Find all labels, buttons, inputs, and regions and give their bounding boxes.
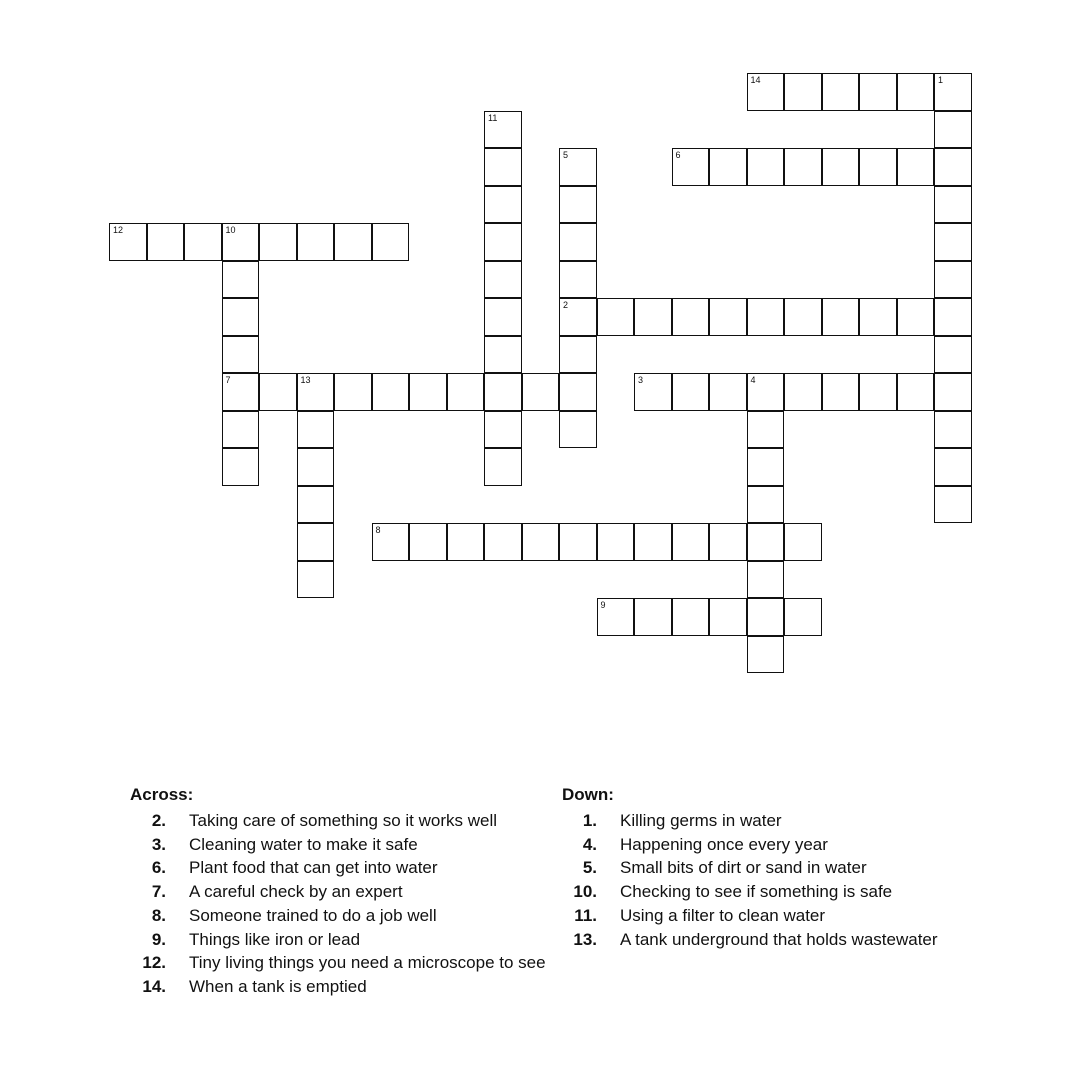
across-clue[interactable] [130, 951, 570, 975]
grid-cell[interactable] [522, 373, 560, 411]
grid-cell[interactable] [484, 223, 522, 261]
grid-cell[interactable] [297, 411, 335, 449]
grid-cell[interactable] [747, 73, 785, 111]
clue-text: Things like iron or lead [189, 929, 361, 949]
clue-label-number: 11. [574, 905, 597, 925]
grid-cell[interactable] [484, 186, 522, 224]
clue-number: 14 [750, 75, 761, 85]
clue-label-number: 2. [151, 811, 166, 830]
grid-cell[interactable] [934, 148, 972, 186]
grid-cell[interactable] [559, 186, 597, 224]
grid-cell[interactable] [859, 298, 897, 336]
grid-cell[interactable] [297, 561, 335, 599]
grid-cell[interactable] [747, 486, 785, 524]
clue-label-number: 10. [573, 882, 597, 902]
clue-label-number: 9. [151, 929, 166, 949]
grid-cell[interactable] [109, 223, 147, 261]
clue-text: Tiny living things you need a microscope to see [189, 953, 546, 973]
grid-cell[interactable] [897, 73, 935, 111]
clue-number: 10 [225, 225, 236, 235]
grid-cell[interactable] [297, 448, 335, 486]
down-heading: Down: [562, 785, 614, 804]
grid-cell[interactable] [447, 523, 485, 561]
down-clue[interactable] [562, 833, 1022, 857]
grid-cell[interactable] [934, 448, 972, 486]
clue-label-number: 5. [582, 858, 597, 878]
grid-cell[interactable] [484, 373, 522, 411]
across-clue[interactable] [130, 856, 570, 880]
grid-cell[interactable] [559, 411, 597, 449]
grid-cell[interactable] [934, 261, 972, 299]
grid-cell[interactable] [822, 148, 860, 186]
grid-cell[interactable] [672, 148, 710, 186]
down-clue[interactable] [562, 809, 1022, 833]
clue-text: Plant food that can get into water [189, 858, 438, 878]
across-clue[interactable] [130, 833, 570, 857]
grid-cell[interactable] [559, 261, 597, 299]
clue-text: Happening once every year [620, 834, 828, 854]
grid-cell[interactable] [672, 598, 710, 636]
grid-cell[interactable] [222, 448, 260, 486]
across-clues [130, 784, 570, 999]
clue-number: 7 [225, 375, 231, 385]
grid-cell[interactable] [897, 298, 935, 336]
grid-cell[interactable] [559, 336, 597, 374]
grid-cell[interactable] [334, 373, 372, 411]
grid-cell[interactable] [559, 373, 597, 411]
down-clue[interactable] [562, 904, 1022, 928]
clue-text: Taking care of something so it works well [189, 811, 498, 830]
grid-cell[interactable] [334, 223, 372, 261]
grid-cell[interactable] [747, 523, 785, 561]
grid-cell[interactable] [484, 336, 522, 374]
grid-cell[interactable] [484, 148, 522, 186]
clue-number: 2 [563, 300, 569, 310]
grid-cell[interactable] [822, 73, 860, 111]
grid-cell[interactable] [297, 223, 335, 261]
grid-cell[interactable] [747, 448, 785, 486]
down-clue[interactable] [562, 928, 1022, 952]
grid-cell[interactable] [747, 636, 785, 674]
grid-cell[interactable] [747, 598, 785, 636]
clue-text: Killing germs in water [620, 811, 782, 830]
across-clue[interactable] [130, 928, 570, 952]
grid-cell[interactable] [484, 411, 522, 449]
grid-cell[interactable] [634, 298, 672, 336]
grid-cell[interactable] [297, 523, 335, 561]
grid-cell[interactable] [372, 523, 410, 561]
clue-text: When a tank is emptied [189, 976, 367, 996]
grid-cell[interactable] [484, 261, 522, 299]
grid-cell[interactable] [822, 298, 860, 336]
grid-cell[interactable] [184, 223, 222, 261]
grid-cell[interactable] [709, 373, 747, 411]
clue-label-number: 6. [151, 858, 166, 878]
clue-text: Small bits of dirt or sand in water [620, 858, 867, 878]
clue-label-number: 7. [151, 882, 166, 902]
grid-cell[interactable] [784, 598, 822, 636]
clue-label-number: 3. [151, 834, 166, 854]
grid-cell[interactable] [597, 298, 635, 336]
clue-label-number: 14. [142, 976, 166, 996]
grid-cell[interactable] [934, 411, 972, 449]
grid-cell[interactable] [259, 373, 297, 411]
clue-number: 5 [563, 150, 569, 160]
grid-cell[interactable] [934, 373, 972, 411]
grid-cell[interactable] [897, 148, 935, 186]
grid-cell[interactable] [859, 73, 897, 111]
clue-text: A careful check by an expert [189, 882, 403, 902]
grid-cell[interactable] [522, 523, 560, 561]
grid-cell[interactable] [784, 523, 822, 561]
down-clue[interactable] [562, 880, 1022, 904]
grid-cell[interactable] [934, 186, 972, 224]
clue-label-number: 8. [151, 905, 166, 925]
clue-number: 9 [600, 600, 606, 610]
grid-cell[interactable] [784, 373, 822, 411]
grid-cell[interactable] [634, 598, 672, 636]
grid-cell[interactable] [484, 448, 522, 486]
down-clue-list [562, 809, 1022, 951]
clue-label-number: 12. [142, 953, 166, 973]
clue-text: Cleaning water to make it safe [189, 834, 418, 854]
across-clue[interactable] [130, 809, 570, 833]
grid-cell[interactable] [222, 261, 260, 299]
down-clues [562, 784, 1022, 951]
clue-text: Using a filter to clean water [620, 905, 826, 925]
grid-cell[interactable] [297, 373, 335, 411]
grid-cell[interactable] [409, 373, 447, 411]
grid-cell[interactable] [934, 336, 972, 374]
grid-cell[interactable] [409, 523, 447, 561]
clue-number: 6 [675, 150, 681, 160]
grid-cell[interactable] [934, 298, 972, 336]
grid-cell[interactable] [934, 73, 972, 111]
grid-cell[interactable] [559, 223, 597, 261]
clue-label-number: 1. [582, 811, 597, 830]
grid-cell[interactable] [372, 373, 410, 411]
clue-text: A tank underground that holds wastewater [620, 929, 938, 949]
grid-cell[interactable] [747, 373, 785, 411]
grid-cell[interactable] [709, 148, 747, 186]
grid-cell[interactable] [934, 486, 972, 524]
clue-label-number: 4. [582, 834, 597, 854]
grid-cell[interactable] [747, 148, 785, 186]
grid-cell[interactable] [597, 598, 635, 636]
down-clue[interactable] [562, 856, 1022, 880]
grid-cell[interactable] [747, 298, 785, 336]
grid-cell[interactable] [559, 148, 597, 186]
grid-cell[interactable] [484, 111, 522, 149]
grid-cell[interactable] [672, 373, 710, 411]
grid-cell[interactable] [859, 373, 897, 411]
across-clue[interactable] [130, 880, 570, 904]
grid-cell[interactable] [897, 373, 935, 411]
grid-cell[interactable] [784, 298, 822, 336]
across-clue[interactable] [130, 904, 570, 928]
grid-cell[interactable] [222, 373, 260, 411]
grid-cell[interactable] [222, 223, 260, 261]
grid-cell[interactable] [634, 523, 672, 561]
clue-number: 12 [113, 225, 124, 235]
clue-text: Checking to see if something is safe [620, 882, 893, 902]
grid-cell[interactable] [784, 148, 822, 186]
grid-cell[interactable] [447, 373, 485, 411]
clue-number: 4 [750, 375, 756, 385]
grid-cell[interactable] [822, 373, 860, 411]
across-heading: Across: [130, 785, 194, 804]
grid-cell[interactable] [484, 298, 522, 336]
clue-number: 3 [638, 375, 644, 385]
clue-text: Someone trained to do a job well [189, 905, 437, 925]
clue-number: 13 [300, 375, 311, 385]
grid-cell[interactable] [372, 223, 410, 261]
grid-cell[interactable] [222, 411, 260, 449]
grid-cell[interactable] [934, 111, 972, 149]
grid-cell[interactable] [259, 223, 297, 261]
grid-cell[interactable] [709, 523, 747, 561]
grid-cell[interactable] [147, 223, 185, 261]
grid-cell[interactable] [484, 523, 522, 561]
grid-cell[interactable] [559, 298, 597, 336]
clue-label-number: 13. [573, 929, 597, 949]
grid-cell[interactable] [934, 223, 972, 261]
across-clue[interactable] [130, 975, 570, 999]
grid-cell[interactable] [747, 411, 785, 449]
grid-cell[interactable] [222, 336, 260, 374]
grid-cell[interactable] [222, 298, 260, 336]
grid-cell[interactable] [859, 148, 897, 186]
clue-number: 1 [938, 75, 944, 85]
grid-cell[interactable] [597, 523, 635, 561]
grid-cell[interactable] [297, 486, 335, 524]
grid-cell[interactable] [709, 598, 747, 636]
clue-number: 8 [375, 525, 381, 535]
grid-cell[interactable] [672, 298, 710, 336]
across-clue-list [130, 809, 570, 999]
grid-cell[interactable] [672, 523, 710, 561]
clue-number: 11 [488, 112, 498, 123]
grid-cell[interactable] [634, 373, 672, 411]
grid-cell[interactable] [709, 298, 747, 336]
grid-cell[interactable] [784, 73, 822, 111]
grid-cell[interactable] [747, 561, 785, 599]
grid-cell[interactable] [559, 523, 597, 561]
